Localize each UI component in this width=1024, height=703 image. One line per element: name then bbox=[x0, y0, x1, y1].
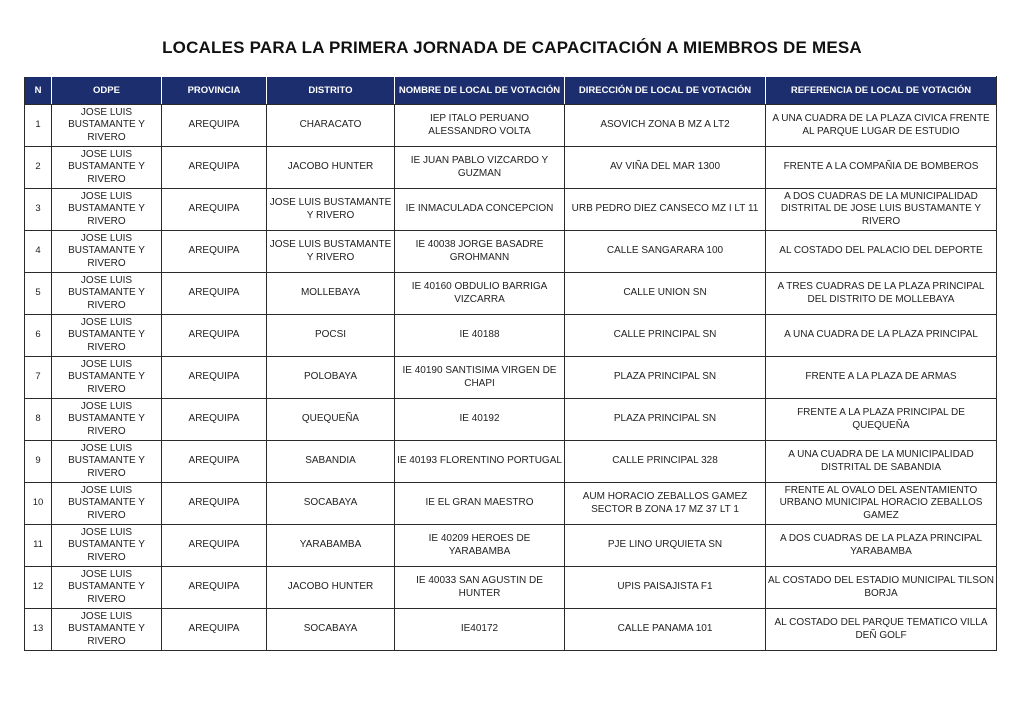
cell-referencia: FRENTE A LA COMPAÑIA DE BOMBEROS bbox=[766, 147, 997, 189]
cell-direccion: CALLE PRINCIPAL SN bbox=[565, 315, 766, 357]
table-row bbox=[25, 525, 997, 567]
cell-odpe: JOSE LUIS BUSTAMANTE Y RIVERO bbox=[52, 399, 162, 441]
cell-referencia: AL COSTADO DEL PARQUE TEMATICO VILLA DEÑ GOLF bbox=[766, 609, 997, 651]
cell-nombre-local: IE 40038 JORGE BASADRE GROHMANN bbox=[395, 231, 565, 273]
cell-nombre-local: IE EL GRAN MAESTRO bbox=[395, 483, 565, 525]
cell-n: 5 bbox=[25, 273, 52, 315]
header-odpe: ODPE bbox=[52, 77, 162, 105]
table-header bbox=[25, 77, 997, 105]
cell-provincia: AREQUIPA bbox=[162, 399, 267, 441]
cell-odpe: JOSE LUIS BUSTAMANTE Y RIVERO bbox=[52, 525, 162, 567]
cell-n: 2 bbox=[25, 147, 52, 189]
cell-provincia: AREQUIPA bbox=[162, 483, 267, 525]
locales-table bbox=[24, 76, 997, 651]
cell-distrito: SOCABAYA bbox=[267, 609, 395, 651]
cell-referencia: A DOS CUADRAS DE LA PLAZA PRINCIPAL YARABAMBA bbox=[766, 525, 997, 567]
cell-referencia: FRENTE AL OVALO DEL ASENTAMIENTO URBANO MUNICIPAL HORACIO ZEBALLOS GAMEZ bbox=[766, 483, 997, 525]
table-row bbox=[25, 231, 997, 273]
header-distrito: DISTRITO bbox=[267, 77, 395, 105]
header-n: N bbox=[25, 77, 52, 105]
cell-n: 12 bbox=[25, 567, 52, 609]
table-body bbox=[25, 105, 997, 651]
cell-distrito: JOSE LUIS BUSTAMANTE Y RIVERO bbox=[267, 231, 395, 273]
header-direccion: DIRECCIÓN DE LOCAL DE VOTACIÓN bbox=[565, 77, 766, 105]
table-row bbox=[25, 273, 997, 315]
cell-odpe: JOSE LUIS BUSTAMANTE Y RIVERO bbox=[52, 231, 162, 273]
cell-referencia: A TRES CUADRAS DE LA PLAZA PRINCIPAL DEL DISTRITO DE MOLLEBAYA bbox=[766, 273, 997, 315]
header-nombre-local: NOMBRE DE LOCAL DE VOTACIÓN bbox=[395, 77, 565, 105]
cell-distrito: CHARACATO bbox=[267, 105, 395, 147]
cell-referencia: FRENTE A LA PLAZA PRINCIPAL DE QUEQUEÑA bbox=[766, 399, 997, 441]
cell-distrito: POCSI bbox=[267, 315, 395, 357]
cell-distrito: SABANDIA bbox=[267, 441, 395, 483]
cell-n: 1 bbox=[25, 105, 52, 147]
cell-n: 6 bbox=[25, 315, 52, 357]
table-row bbox=[25, 483, 997, 525]
cell-provincia: AREQUIPA bbox=[162, 189, 267, 231]
document-title: LOCALES PARA LA PRIMERA JORNADA DE CAPACITACIÓN A MIEMBROS DE MESA bbox=[162, 38, 862, 57]
cell-n: 4 bbox=[25, 231, 52, 273]
header-row bbox=[25, 77, 997, 105]
cell-nombre-local: IEP ITALO PERUANO ALESSANDRO VOLTA bbox=[395, 105, 565, 147]
cell-nombre-local: IE 40190 SANTISIMA VIRGEN DE CHAPI bbox=[395, 357, 565, 399]
table-row bbox=[25, 567, 997, 609]
cell-distrito: MOLLEBAYA bbox=[267, 273, 395, 315]
cell-referencia: A UNA CUADRA DE LA MUNICIPALIDAD DISTRITAL DE SABANDIA bbox=[766, 441, 997, 483]
cell-referencia: AL COSTADO DEL ESTADIO MUNICIPAL TILSON BORJA bbox=[766, 567, 997, 609]
cell-distrito: JOSE LUIS BUSTAMANTE Y RIVERO bbox=[267, 189, 395, 231]
table-row bbox=[25, 357, 997, 399]
header-referencia: REFERENCIA DE LOCAL DE VOTACIÓN bbox=[766, 77, 997, 105]
cell-provincia: AREQUIPA bbox=[162, 609, 267, 651]
cell-direccion: CALLE PANAMA 101 bbox=[565, 609, 766, 651]
cell-nombre-local: IE 40193 FLORENTINO PORTUGAL bbox=[395, 441, 565, 483]
cell-odpe: JOSE LUIS BUSTAMANTE Y RIVERO bbox=[52, 483, 162, 525]
cell-direccion: PJE LINO URQUIETA SN bbox=[565, 525, 766, 567]
cell-nombre-local: IE JUAN PABLO VIZCARDO Y GUZMAN bbox=[395, 147, 565, 189]
cell-n: 10 bbox=[25, 483, 52, 525]
cell-direccion: ASOVICH ZONA B MZ A LT2 bbox=[565, 105, 766, 147]
cell-nombre-local: IE 40033 SAN AGUSTIN DE HUNTER bbox=[395, 567, 565, 609]
table-row bbox=[25, 105, 997, 147]
cell-distrito: POLOBAYA bbox=[267, 357, 395, 399]
cell-distrito: YARABAMBA bbox=[267, 525, 395, 567]
cell-nombre-local: IE 40192 bbox=[395, 399, 565, 441]
cell-provincia: AREQUIPA bbox=[162, 567, 267, 609]
cell-nombre-local: IE40172 bbox=[395, 609, 565, 651]
cell-direccion: CALLE PRINCIPAL 328 bbox=[565, 441, 766, 483]
cell-odpe: JOSE LUIS BUSTAMANTE Y RIVERO bbox=[52, 147, 162, 189]
table-row bbox=[25, 189, 997, 231]
cell-nombre-local: IE 40188 bbox=[395, 315, 565, 357]
cell-odpe: JOSE LUIS BUSTAMANTE Y RIVERO bbox=[52, 441, 162, 483]
cell-odpe: JOSE LUIS BUSTAMANTE Y RIVERO bbox=[52, 567, 162, 609]
header-provincia: PROVINCIA bbox=[162, 77, 267, 105]
table-row bbox=[25, 147, 997, 189]
cell-referencia: A DOS CUADRAS DE LA MUNICIPALIDAD DISTRITAL DE JOSE LUIS BUSTAMANTE Y RIVERO bbox=[766, 189, 997, 231]
cell-provincia: AREQUIPA bbox=[162, 441, 267, 483]
cell-n: 3 bbox=[25, 189, 52, 231]
cell-direccion: PLAZA PRINCIPAL SN bbox=[565, 357, 766, 399]
table-row bbox=[25, 609, 997, 651]
cell-distrito: QUEQUEÑA bbox=[267, 399, 395, 441]
table-row bbox=[25, 315, 997, 357]
cell-provincia: AREQUIPA bbox=[162, 315, 267, 357]
cell-odpe: JOSE LUIS BUSTAMANTE Y RIVERO bbox=[52, 357, 162, 399]
cell-direccion: UPIS PAISAJISTA F1 bbox=[565, 567, 766, 609]
table-row bbox=[25, 441, 997, 483]
cell-provincia: AREQUIPA bbox=[162, 357, 267, 399]
cell-n: 7 bbox=[25, 357, 52, 399]
cell-n: 9 bbox=[25, 441, 52, 483]
cell-referencia: FRENTE A LA PLAZA DE ARMAS bbox=[766, 357, 997, 399]
cell-distrito: JACOBO HUNTER bbox=[267, 147, 395, 189]
cell-direccion: CALLE SANGARARA 100 bbox=[565, 231, 766, 273]
cell-odpe: JOSE LUIS BUSTAMANTE Y RIVERO bbox=[52, 315, 162, 357]
cell-referencia: AL COSTADO DEL PALACIO DEL DEPORTE bbox=[766, 231, 997, 273]
cell-direccion: AUM HORACIO ZEBALLOS GAMEZ SECTOR B ZONA 17 MZ 37 LT 1 bbox=[565, 483, 766, 525]
cell-nombre-local: IE 40209 HEROES DE YARABAMBA bbox=[395, 525, 565, 567]
cell-provincia: AREQUIPA bbox=[162, 105, 267, 147]
cell-direccion: URB PEDRO DIEZ CANSECO MZ I LT 11 bbox=[565, 189, 766, 231]
cell-n: 8 bbox=[25, 399, 52, 441]
cell-direccion: PLAZA PRINCIPAL SN bbox=[565, 399, 766, 441]
cell-referencia: A UNA CUADRA DE LA PLAZA PRINCIPAL bbox=[766, 315, 997, 357]
cell-distrito: JACOBO HUNTER bbox=[267, 567, 395, 609]
cell-referencia: A UNA CUADRA DE LA PLAZA CIVICA FRENTE AL PARQUE LUGAR DE ESTUDIO bbox=[766, 105, 997, 147]
cell-provincia: AREQUIPA bbox=[162, 147, 267, 189]
cell-odpe: JOSE LUIS BUSTAMANTE Y RIVERO bbox=[52, 609, 162, 651]
cell-provincia: AREQUIPA bbox=[162, 273, 267, 315]
cell-odpe: JOSE LUIS BUSTAMANTE Y RIVERO bbox=[52, 273, 162, 315]
cell-odpe: JOSE LUIS BUSTAMANTE Y RIVERO bbox=[52, 189, 162, 231]
cell-provincia: AREQUIPA bbox=[162, 231, 267, 273]
cell-odpe: JOSE LUIS BUSTAMANTE Y RIVERO bbox=[52, 105, 162, 147]
cell-provincia: AREQUIPA bbox=[162, 525, 267, 567]
cell-n: 13 bbox=[25, 609, 52, 651]
table-row bbox=[25, 399, 997, 441]
cell-nombre-local: IE 40160 OBDULIO BARRIGA VIZCARRA bbox=[395, 273, 565, 315]
cell-n: 11 bbox=[25, 525, 52, 567]
cell-distrito: SOCABAYA bbox=[267, 483, 395, 525]
cell-nombre-local: IE INMACULADA CONCEPCION bbox=[395, 189, 565, 231]
cell-direccion: CALLE UNION SN bbox=[565, 273, 766, 315]
cell-direccion: AV VIÑA DEL MAR 1300 bbox=[565, 147, 766, 189]
